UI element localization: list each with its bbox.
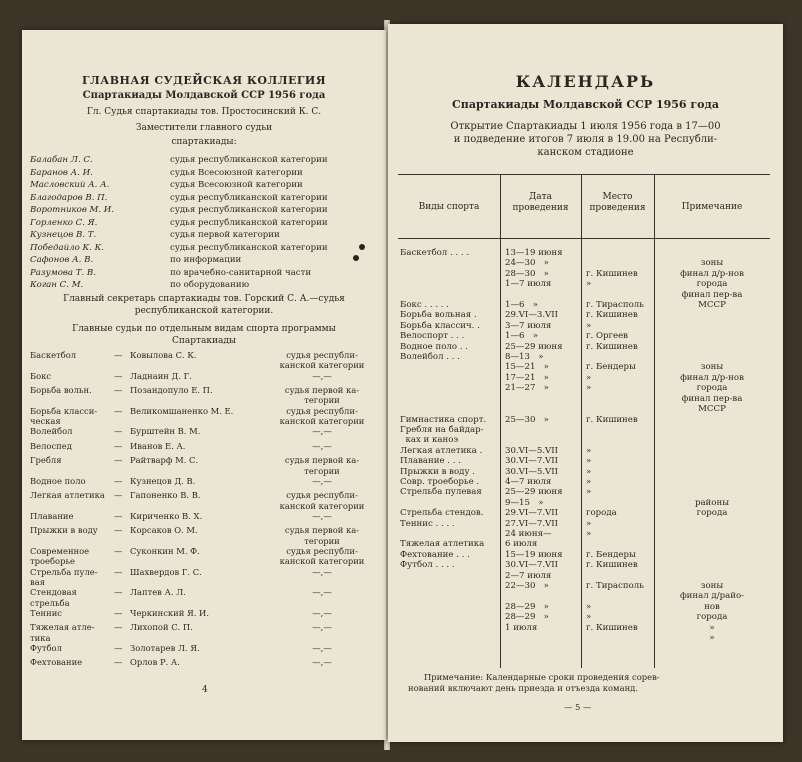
judge-category: —,—: [312, 607, 332, 618]
deputy-role: судья республиканской категории: [170, 217, 328, 228]
deputy-row: [30, 204, 370, 217]
deputy-row: [30, 167, 370, 180]
right-page: [388, 24, 783, 742]
judge-name: Ковылова С. К.: [130, 350, 197, 360]
deputies-heading: Заместители главного судьи: [135, 123, 273, 133]
footnote: Примечание: Календарные сроки проведения сорев-: [424, 672, 660, 682]
calendar-subtitle: Спартакиады Молдавской ССР 1956 года: [452, 98, 719, 111]
calendar-intro: [388, 120, 783, 159]
deputy-role: судья республиканской категории: [170, 155, 328, 165]
deputy-role: судья первой категории: [170, 230, 280, 240]
secretary-2: республиканской категории.: [134, 306, 274, 316]
dash: —: [114, 455, 123, 466]
judge-name: Лаптев А. Л.: [130, 587, 186, 598]
column-notes: зоны финал д/р-нов города финал пер-ва МССР зоны финал д/р-нов города финал пер-ва МССР районы города зоны финал д/райо- нов города » »: [679, 258, 745, 644]
sport-judge-row: [30, 546, 380, 567]
sport-name: Борьба класси- ческая: [30, 405, 98, 426]
dash: —: [114, 657, 123, 668]
sport-name: Борьба вольн.: [30, 385, 92, 396]
judges-subtitle: Спартакиады Молдавской ССР 1956 года: [82, 90, 326, 101]
sport-name: Баскетбол: [30, 350, 77, 360]
judge-name: Райтварф М. С.: [130, 455, 199, 466]
sport-judge-row: [30, 371, 380, 386]
judge-category: —,—: [312, 426, 332, 437]
header-place: Место проведения: [589, 192, 646, 213]
dash: —: [114, 350, 123, 360]
deputy-row: [30, 279, 370, 292]
sport-name: Фехтование: [30, 657, 83, 668]
dash: —: [114, 426, 123, 437]
sport-judge-row: [30, 350, 380, 371]
judge-category: судья первой ка- тегории: [284, 385, 360, 406]
judge-category: судья республи- канской категории: [279, 350, 365, 371]
dash: —: [114, 607, 123, 618]
sport-name: Плавание: [30, 510, 74, 521]
judge-name: Орлов Р. А.: [130, 657, 180, 668]
judge-name: Гапоненко В. В.: [130, 490, 201, 501]
sport-name: Гребля: [30, 455, 62, 466]
deputy-name: Разумова Т. В.: [30, 267, 96, 278]
judge-name: Иванов Е. А.: [130, 440, 186, 451]
sport-name: Теннис: [30, 607, 62, 618]
judge-category: судья республи- канской категории: [279, 490, 365, 511]
deputy-role: судья Всесоюзной категории: [170, 180, 303, 190]
table-divider: [654, 174, 655, 668]
intro-line: и подведение итогов 7 июля в 19.00 на Республи-: [453, 134, 718, 145]
judge-name: Лихопой С. П.: [130, 622, 193, 633]
deputy-row: [30, 242, 370, 255]
judge-name: Черкинский Я. И.: [130, 607, 209, 618]
sport-judge-row: [30, 490, 380, 511]
dash: —: [114, 490, 123, 501]
left-page: [22, 30, 386, 740]
deputy-role: по информации: [170, 255, 242, 265]
judge-category: —,—: [312, 440, 332, 451]
left-page-number: 4: [202, 685, 208, 695]
deputies-heading2: спартакиады:: [171, 137, 237, 147]
sport-judge-row: [30, 406, 380, 427]
deputy-row: [30, 154, 370, 167]
deputy-name: Горленко С. Я.: [30, 217, 98, 228]
sport-name: Бокс: [30, 370, 52, 381]
judge-category: —,—: [312, 642, 332, 653]
column-dates: 13—19 июня 24—30 » 28—30 » 1—7 июля 1—6 » 29.VI—3.VII 3—7 июля 1—6 » 25—29 июня 8—13 » 15—21 » 17—21 » 21—27 » 25—30 » 30.VI—5.VII 30.VI—7.VII 30.VI—5.VII 4—7 июля 25—29 июня 9—15 » 29.VI—7.VII 27.VI—7.VII 24 июня— 6 июля 15—19 июня 30.VI—7.VII 2—7 июля 22—30 » 28—29 » 28—29 » 1 июля: [505, 248, 563, 633]
deputy-name: Кузнецов В. Т.: [30, 230, 97, 240]
judge-category: судья первой ка- тегории: [284, 455, 360, 476]
header-note: Примечание: [681, 202, 743, 212]
chief-judge: Гл. Судья спартакиады тов. Простосинский К. С.: [86, 107, 322, 117]
sport-name: Прыжки в воду: [30, 525, 98, 536]
sport-judges-list: [30, 350, 380, 672]
sport-judge-row: [30, 567, 380, 588]
chief-judges-heading2: Спартакиады: [171, 336, 237, 346]
dash: —: [114, 587, 123, 598]
sport-name: Легкая атлетика: [30, 490, 105, 501]
deputy-role: судья Всесоюзной категории: [170, 167, 303, 178]
dash: —: [114, 370, 123, 381]
deputies-list: [30, 154, 370, 292]
judge-name: Позандопуло Е. П.: [130, 385, 213, 396]
judge-category: судья республи- канской категории: [279, 546, 365, 567]
sport-judge-row: [30, 587, 380, 608]
sport-name: Стрельба пуле- вая: [30, 566, 98, 587]
sport-name: Велоспед: [30, 440, 72, 451]
judge-category: судья первой ка- тегории: [284, 525, 360, 546]
sport-judge-row: [30, 643, 380, 658]
sport-judge-row: [30, 622, 380, 643]
dash: —: [114, 385, 123, 396]
sport-judge-row: [30, 608, 380, 623]
judge-category: —,—: [312, 622, 332, 633]
column-places: г. Кишинев » г. Тирасполь г. Кишинев » г. Оргеев г. Кишинев г. Бендеры » » г. Кишинев » » » » » города » » г. Бендеры г. Кишинев г. Тирасполь » » г. Кишинев: [586, 268, 644, 633]
table-top-rule: [398, 174, 770, 175]
deputy-name: Воротников М. И.: [30, 205, 115, 215]
table-header-rule: [398, 238, 770, 239]
deputy-name: Сафонов А. В.: [30, 255, 94, 265]
sport-name: Футбол: [30, 642, 62, 653]
judge-category: —,—: [312, 587, 332, 598]
deputy-name: Масловский А. А.: [30, 180, 110, 190]
deputy-name: Коган С. М.: [30, 280, 84, 290]
deputy-role: по оборудованию: [170, 280, 250, 290]
judge-name: Кириченко В. Х.: [130, 510, 203, 521]
staple-hole: [353, 255, 359, 261]
header-sport: Виды спорта: [418, 202, 480, 212]
deputy-row: [30, 192, 370, 205]
dash: —: [114, 440, 123, 451]
judge-category: —,—: [312, 657, 332, 668]
judge-name: Корсаков О. М.: [130, 525, 198, 536]
deputy-name: Благодаров В. П.: [30, 192, 108, 203]
judge-name: Золотарев Л. Я.: [130, 642, 200, 653]
sport-judge-row: [30, 476, 380, 491]
sport-judge-row: [30, 657, 380, 672]
deputy-row: [30, 179, 370, 192]
footnote-2: нований включают день приезда и отъезда команд.: [408, 683, 638, 693]
deputy-role: судья республиканской категории: [170, 242, 328, 253]
deputy-row: [30, 254, 370, 267]
sport-judge-row: [30, 426, 380, 441]
sport-name: Водное поло: [30, 475, 86, 486]
dash: —: [114, 510, 123, 521]
dash: —: [114, 642, 123, 653]
header-date: Дата проведения: [512, 192, 569, 213]
judge-category: —,—: [312, 475, 332, 486]
column-sports: Баскетбол . . . . Бокс . . . . . Борьба вольная . Борьба классич. . Велоспорт . . . Водное поло . . Волейбол . . . Гимнастика спорт. Гребля на байдар- ках и каноэ Легкая атлетика . Плавание . . . Прыжки в воду . Совр. троеборье . Стрельба пулевая Стрельба стендов. Теннис . . . . Тяжелая атлетика Фехтование . . . Футбол . . . .: [400, 248, 487, 571]
dash: —: [114, 405, 123, 416]
table-divider: [581, 174, 582, 668]
judge-category: —,—: [312, 566, 332, 577]
secretary: Главный секретарь спартакиады тов. Горский С. А.—судья: [63, 294, 345, 304]
sport-judge-row: [30, 511, 380, 526]
sport-name: Тяжелая атле- тика: [30, 622, 95, 643]
deputy-role: по врачебно-санитарной части: [170, 267, 312, 278]
judges-title: ГЛАВНАЯ СУДЕЙСКАЯ КОЛЛЕГИЯ: [81, 74, 327, 87]
table-divider: [500, 174, 501, 668]
calendar-title: КАЛЕНДАРЬ: [515, 72, 656, 91]
deputy-row: [30, 217, 370, 230]
dash: —: [114, 622, 123, 633]
dash: —: [114, 546, 123, 557]
sport-name: Волейбол: [30, 426, 73, 437]
judge-category: —,—: [312, 510, 332, 521]
judge-name: Кузнецов Д. В.: [130, 475, 196, 486]
judge-name: Бурштейн В. М.: [130, 426, 201, 437]
deputy-role: судья республиканской категории: [170, 205, 328, 215]
dash: —: [114, 525, 123, 536]
deputy-role: судья республиканской категории: [170, 192, 328, 203]
deputy-name: Балабан Л. С.: [30, 155, 93, 165]
staple-hole: [359, 244, 365, 250]
deputy-row: [30, 229, 370, 242]
deputy-name: Баранов А. И.: [30, 167, 93, 178]
sport-name: Современное троеборье: [30, 546, 90, 567]
judge-name: Шахвердов Г. С.: [130, 566, 202, 577]
sport-judge-row: [30, 385, 380, 406]
chief-judges-heading: Главные судьи по отдельным видам спорта программы: [72, 324, 336, 334]
intro-line: Открытие Спартакиады 1 июля 1956 года в 17—00: [450, 121, 721, 132]
sport-name: Стендовая стрельба: [30, 587, 77, 608]
judge-name: Великомшаненко М. Е.: [130, 405, 234, 416]
dash: —: [114, 475, 123, 486]
deputy-row: [30, 267, 370, 280]
sport-judge-row: [30, 441, 380, 456]
sport-judge-row: [30, 525, 380, 546]
dash: —: [114, 566, 123, 577]
deputy-name: Победайло К. К.: [30, 242, 104, 253]
right-page-number: — 5 —: [564, 702, 592, 712]
intro-line: канском стадионе: [537, 147, 634, 158]
sport-judge-row: [30, 455, 380, 476]
judge-name: Суконкин М. Ф.: [130, 546, 200, 557]
judge-category: судья республи- канской категории: [279, 405, 365, 426]
judge-category: —,—: [312, 370, 332, 381]
judge-name: Ладнаин Д. Г.: [130, 370, 192, 381]
